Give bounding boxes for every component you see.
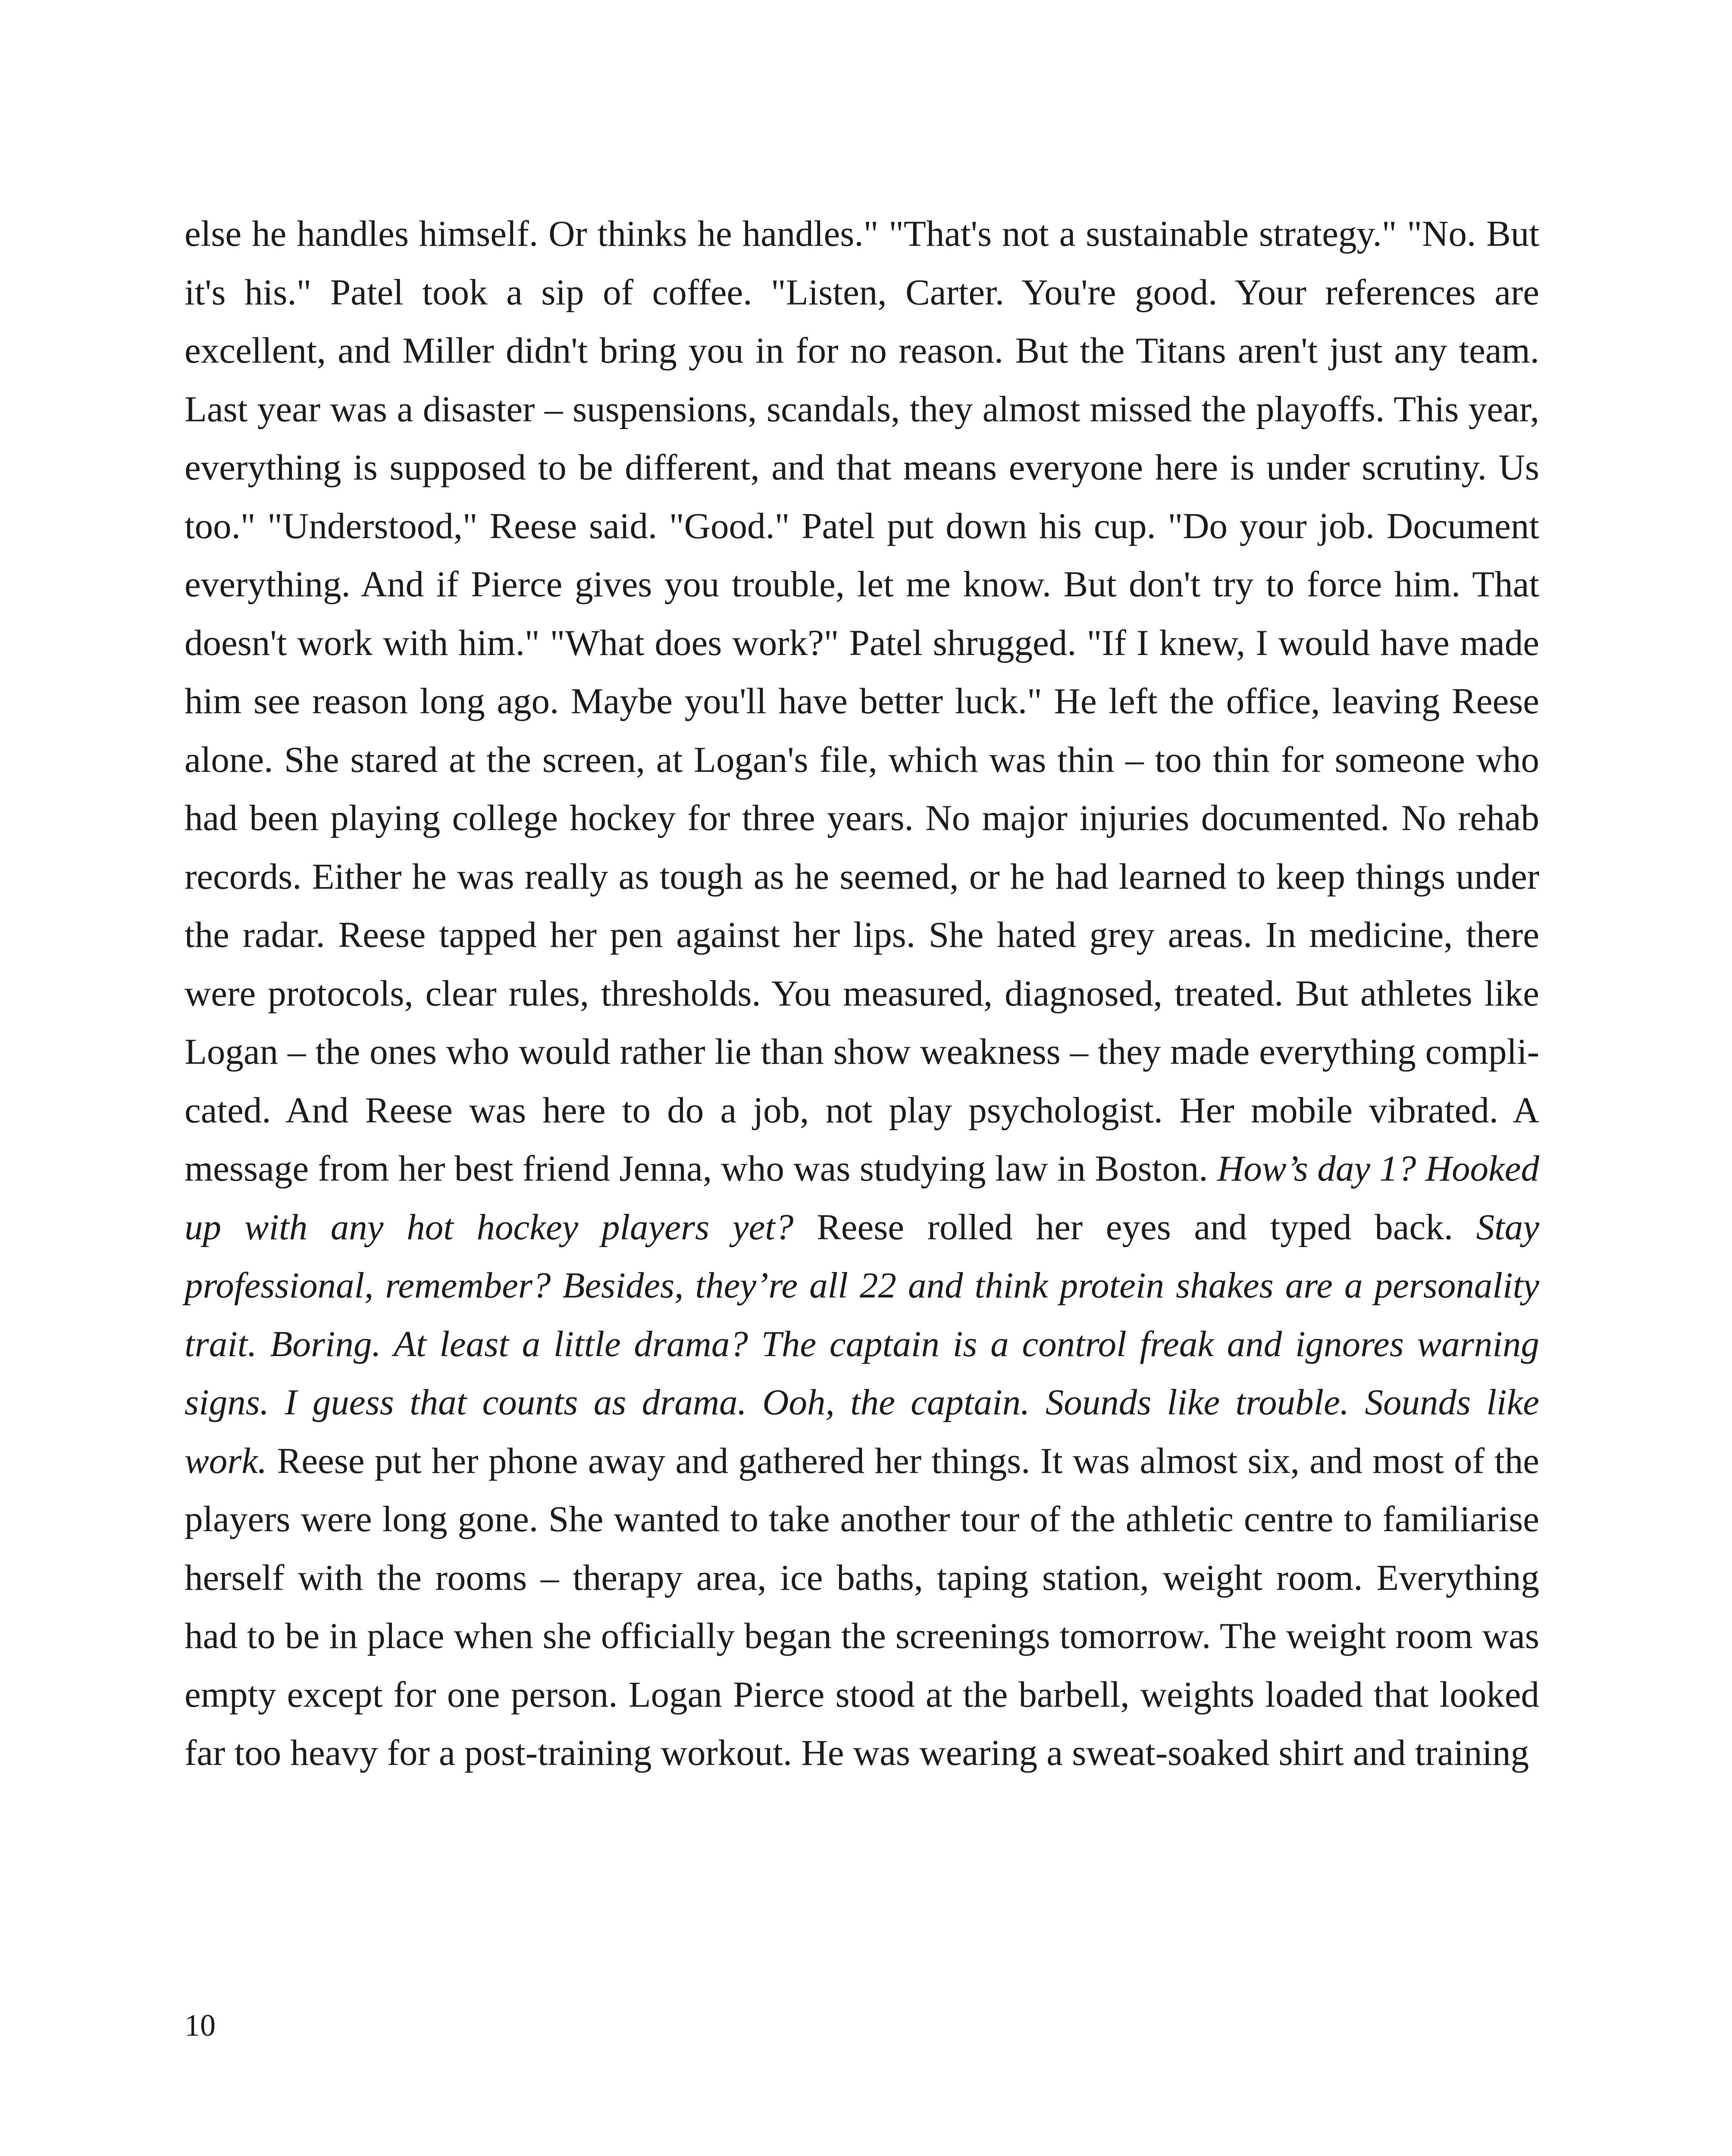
body-paragraph — [185, 205, 1539, 1783]
body-text-run: else he handles himself. Or thinks he handles." "That's not a sustainable strategy." "No. But it's his." Patel took a sip of coffee. "Listen, Carter. You're good. Your references are excellent, and Miller didn't bring you in for no reason. But the Titans aren't just any team. Last year was a disaster – suspensions, scandals, they almost missed the playoffs. This year, everything is supposed to be different, and that means everyone here is under scrutiny. Us too." "Understood," Reese said. "Good." Patel put down his cup. "Do your job. Document everything. And if Pierce gives you trouble, let me know. But don't try to force him. That doesn't work with him." "What does work?" Patel shrugged. "If I knew, I would have made him see reason long ago. Maybe you'll have better luck." He left the office, leaving Reese alone. She stared at the screen, at Logan's file, which was thin – too thin for someone who had been playing college hockey for three years. No major injuries documented. No rehab records. Either he was really as tough as he seemed, or he had learned to keep things under the radar. Reese tapped her pen against her lips. She hated grey areas. In medicine, there were protocols, clear rules, thresholds. You measured, diagnosed, treated. But athletes like Logan – the ones who would rather lie than show weakness – they made everything complicated. And Reese was here to do a job, not play psychologist. Her mobile vibrated. A message from her best friend Jenna, who was studying law in Boston. — [185, 213, 1539, 1189]
text-message-italic: How’s day 1? Hooked up with any hot hockey players yet? — [185, 1148, 1539, 1247]
text-message-italic: Stay professional, remember? Besides, they’re all 22 and think protein shakes are a personality trait. Boring. At least a little drama? The captain is a control freak and ignores warning signs. I guess that counts as drama. Ooh, the captain. Sounds like trouble. Sounds like work. — [185, 1206, 1540, 1481]
body-text-run: Reese rolled her eyes and typed back. — [817, 1206, 1453, 1247]
page-number: 10 — [185, 2008, 216, 2043]
body-text-run: Reese put her phone away and gathered her things. It was almost six, and most of the players were long gone. She wanted to take another tour of the athletic centre to familiarise herself with the rooms – therapy area, ice baths, taping station, weight room. Everything had to be in place when she officially began the screenings tomorrow. The weight room was empty except for one person. Logan Pierce stood at the barbell, weights loaded that looked far too heavy for a post-training workout. He was wearing a sweat-soaked shirt and training — [185, 1440, 1540, 1773]
